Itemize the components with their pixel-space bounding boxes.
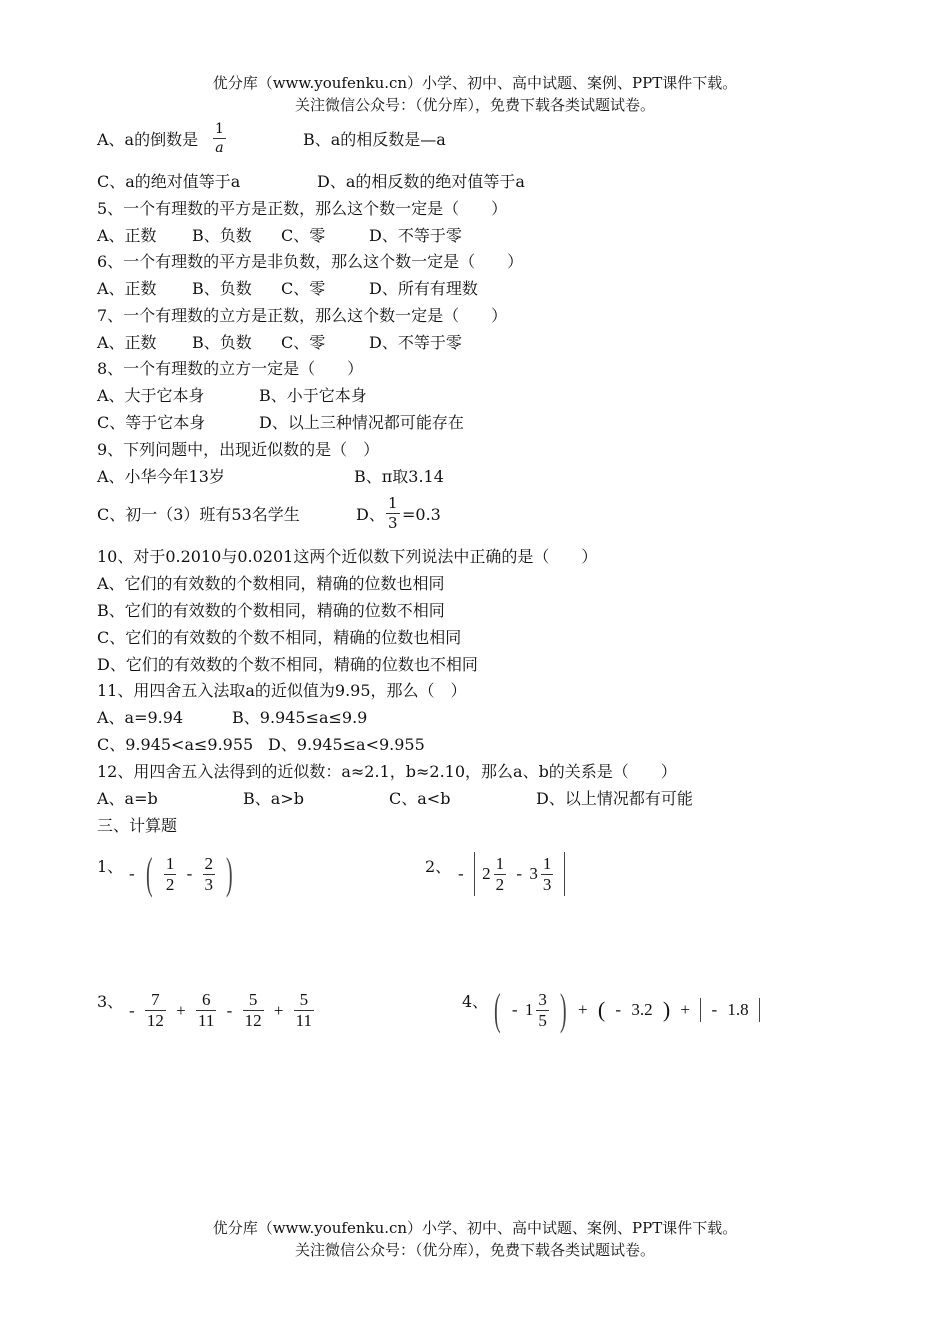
q8-option-b: B、小于它本身	[259, 386, 367, 405]
fraction-numerator: 1	[388, 494, 398, 512]
problem-4-expression	[490, 985, 763, 1034]
fraction-numerator: 1	[495, 853, 505, 873]
problem-4-label: 4、	[462, 992, 489, 1011]
fraction-denominator: 12	[244, 1011, 262, 1030]
q10-option-a: A、它们的有效数的个数相同，精确的位数也相同	[97, 574, 445, 593]
fraction	[196, 990, 216, 1031]
q6-option-c: C、零	[281, 279, 326, 298]
right-paren: )	[560, 985, 567, 1034]
problem-3-label: 3、	[97, 992, 124, 1011]
page-header-line2: 关注微信公众号：（优分库），免费下载各类试题试卷。	[294, 96, 655, 114]
left-paren: (	[597, 997, 606, 1022]
fraction	[541, 854, 554, 895]
problem-3-expression	[126, 990, 317, 1031]
fraction-numerator: 3	[538, 989, 547, 1009]
problem-1-expression	[126, 849, 237, 898]
q11-option-c: C、9.945<a≤9.955	[97, 735, 254, 754]
minus-sign: -	[711, 1000, 718, 1019]
plus-sign: +	[577, 1000, 588, 1019]
abs-bar-left	[474, 852, 475, 896]
plus-sign: +	[273, 1000, 284, 1020]
minus-sign: -	[511, 1000, 518, 1019]
plus-sign: +	[176, 1000, 186, 1020]
page-footer-line1: 优分库（www.youfenku.cn）小学、初中、高中试题、案例、PPT课件下载。	[212, 1219, 738, 1237]
q12-option-c: C、a<b	[389, 789, 451, 808]
problem-2-label: 2、	[425, 857, 452, 876]
fraction-numerator: 2	[204, 853, 213, 873]
value: 3.2	[631, 1000, 653, 1019]
fraction-denominator: 3	[204, 874, 213, 894]
q9-option-a: A、小华今年13岁	[97, 467, 225, 486]
problem-1-label: 1、	[97, 857, 124, 876]
left-paren: (	[494, 985, 501, 1034]
fraction-numerator: 5	[243, 990, 264, 1011]
q12-stem: 12、用四舍五入法得到的近似数：a≈2.1，b≈2.10，那么a、b的关系是（ ）	[97, 762, 677, 781]
q12-option-b: B、a>b	[243, 789, 304, 808]
problem-2-expression	[455, 852, 568, 896]
fraction-numerator: 1	[165, 853, 175, 873]
minus-sign: -	[129, 864, 135, 883]
q10-stem: 10、对于0.2010与0.0201这两个近似数下列说法中正确的是（ ）	[97, 547, 598, 566]
q11-option-a: A、a=9.94	[97, 708, 184, 727]
q10-option-c: C、它们的有效数的个数不相同，精确的位数也相同	[97, 628, 462, 647]
q5-option-a: A、正数	[97, 226, 157, 245]
section-title-calculation: 三、计算题	[97, 816, 178, 835]
minus-sign: -	[186, 864, 193, 883]
q8-option-c: C、等于它本身	[97, 413, 206, 432]
q5-option-b: B、负数	[192, 226, 252, 245]
q9-option-d-suffix: =0.3	[402, 505, 441, 524]
fraction-denominator: a	[215, 140, 224, 156]
q6-option-a: A、正数	[97, 279, 157, 298]
fraction-numerator: 5	[294, 990, 314, 1011]
q5-option-d: D、不等于零	[369, 226, 462, 245]
q7-option-a: A、正数	[97, 333, 157, 352]
q11-option-d: D、9.945≤a<9.955	[268, 735, 425, 754]
plus-sign: +	[680, 1000, 690, 1019]
minus-sign: -	[516, 864, 523, 883]
fraction	[145, 990, 166, 1031]
fraction-denominator: 12	[146, 1011, 164, 1030]
q12-option-a: A、a=b	[97, 789, 158, 808]
page-footer-line2: 关注微信公众号：（优分库），免费下载各类试题试卷。	[294, 1241, 655, 1259]
q9-option-b: B、π取3.14	[354, 467, 444, 486]
abs-bar-left	[700, 998, 701, 1022]
q4-option-a-text: A、a的倒数是	[97, 130, 199, 149]
q4-option-a	[97, 130, 198, 150]
q10-option-d: D、它们的有效数的个数不相同，精确的位数也不相同	[97, 655, 478, 674]
right-paren: )	[226, 849, 233, 898]
q7-option-d: D、不等于零	[369, 333, 462, 352]
fraction-numerator: 6	[196, 990, 216, 1011]
left-paren: (	[145, 849, 153, 898]
q6-option-b: B、负数	[192, 279, 252, 298]
fraction-numerator: 7	[145, 990, 166, 1011]
q6-stem: 6、一个有理数的平方是非负数，那么这个数一定是（ ）	[97, 252, 524, 271]
q9-option-c: C、初一（3）班有53名学生	[97, 505, 300, 524]
minus-sign: -	[129, 1000, 135, 1020]
q4-option-c: C、a的绝对值等于a	[97, 172, 241, 191]
q12-option-d: D、以上情况都有可能	[536, 789, 693, 808]
q8-stem: 8、一个有理数的立方一定是（ ）	[97, 359, 364, 378]
abs-bar-right	[759, 998, 760, 1022]
fraction-denominator: 3	[388, 514, 398, 532]
fraction-denominator: 3	[542, 874, 552, 894]
minus-sign: -	[226, 1000, 233, 1020]
fraction-denominator: 5	[538, 1010, 547, 1030]
mixed-whole: 2	[482, 864, 491, 883]
fraction-numerator: 1	[215, 121, 224, 137]
q6-option-d: D、所有有理数	[369, 279, 478, 298]
q7-stem: 7、一个有理数的立方是正数，那么这个数一定是（ ）	[97, 306, 508, 325]
mixed-whole: 3	[529, 864, 538, 883]
q5-stem: 5、一个有理数的平方是正数，那么这个数一定是（ ）	[97, 199, 508, 218]
q4-option-d: D、a的相反数的绝对值等于a	[317, 172, 525, 191]
value: 1.8	[727, 1000, 749, 1019]
q5-option-c: C、零	[281, 226, 326, 245]
right-paren: )	[662, 997, 671, 1022]
fraction	[494, 854, 507, 895]
q4-option-a-fraction	[213, 120, 226, 157]
fraction	[294, 990, 314, 1031]
fraction	[203, 854, 216, 895]
fraction	[536, 990, 549, 1031]
q9-option-d-fraction	[386, 494, 400, 533]
fraction-denominator: 2	[165, 874, 175, 894]
q7-option-b: B、负数	[192, 333, 252, 352]
q8-option-d: D、以上三种情况都可能存在	[259, 413, 464, 432]
fraction-denominator: 11	[295, 1011, 313, 1030]
abs-bar-right	[564, 852, 565, 896]
q9-option-d-prefix: D、	[356, 505, 385, 524]
fraction	[164, 854, 177, 895]
mixed-whole: 1	[524, 1000, 534, 1019]
q11-stem: 11、用四舍五入法取a的近似值为9.95，那么（ ）	[97, 681, 467, 700]
q10-option-b: B、它们的有效数的个数相同，精确的位数不相同	[97, 601, 445, 620]
q7-option-c: C、零	[281, 333, 326, 352]
fraction-numerator: 1	[542, 853, 552, 873]
q11-option-b: B、9.945≤a≤9.9	[232, 708, 368, 727]
minus-sign: -	[458, 864, 464, 883]
q8-option-a: A、大于它本身	[97, 386, 205, 405]
q9-stem: 9、下列问题中，出现近似数的是（ ）	[97, 440, 380, 459]
page-header-line1: 优分库（www.youfenku.cn）小学、初中、高中试题、案例、PPT课件下载。	[212, 74, 738, 92]
fraction	[243, 990, 264, 1031]
fraction-denominator: 11	[198, 1011, 215, 1030]
minus-sign: -	[615, 1000, 622, 1019]
q4-option-b: B、a的相反数是—a	[303, 130, 446, 149]
fraction-denominator: 2	[495, 874, 505, 894]
